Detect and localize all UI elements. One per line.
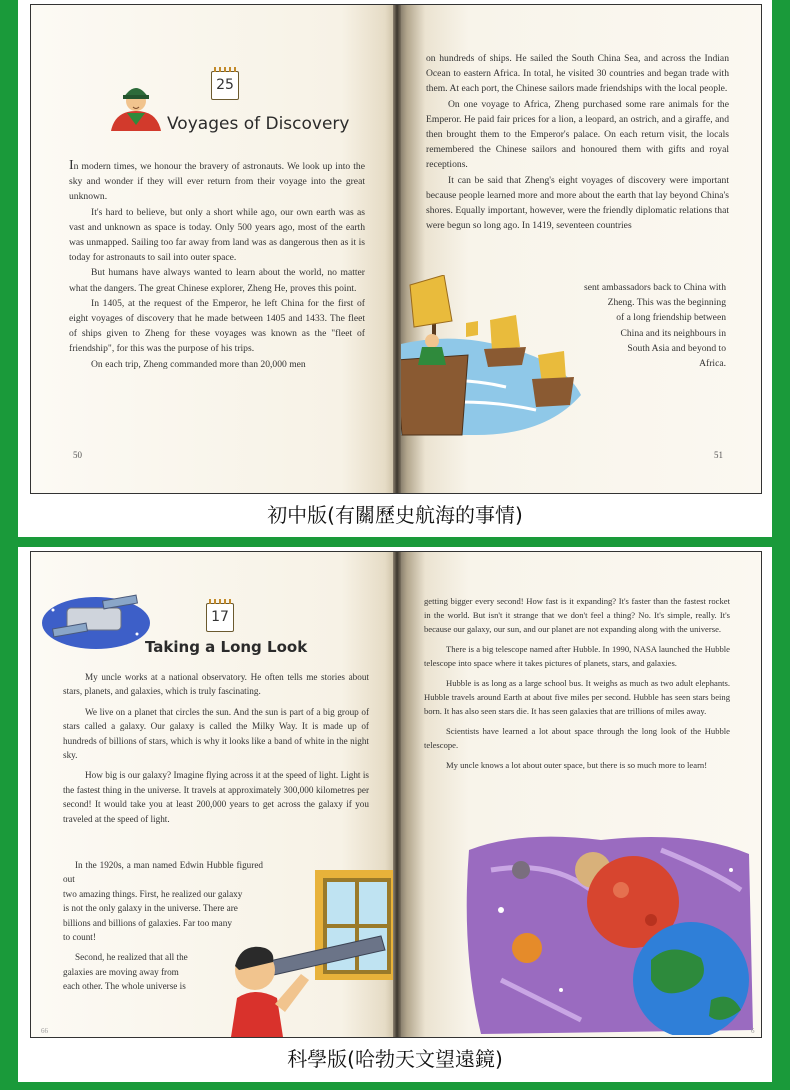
line: billions and billions of galaxies. Far too many	[63, 917, 232, 928]
open-book-history	[30, 4, 762, 494]
paragraph: My uncle knows a lot about outer space, but there is so much more to learn!	[446, 760, 708, 770]
line: of a long friendship between	[616, 312, 726, 324]
line: sent ambassadors back to China with	[583, 282, 726, 293]
drop-cap: I	[69, 158, 74, 173]
right-body-text	[426, 51, 729, 233]
chapter-title: Voyages of Discovery	[167, 114, 350, 134]
paragraph: In modern times, we honour the bravery of astronauts. We look up into the sky and wonder if they will ever return from their voyage into the great unknown.	[69, 158, 365, 203]
right-page	[396, 5, 761, 493]
paragraph: On one voyage to Africa, Zheng purchased some rare animals for the Emperor. He paid fair prices for a lion, a leopard, an ostrich, and a giraffe, and then brought them to the Emperor's palace. On each return visit, the locals remembered the Chinese sailors and honoured them with gifts and royal receptions.	[426, 98, 729, 171]
calendar-chapter-icon	[211, 71, 239, 100]
line: South Asia and beyond to	[627, 342, 726, 354]
line: Zheng. This was the beginning	[607, 297, 726, 309]
line: to count!	[63, 932, 96, 943]
paragraph: But humans have always wanted to learn about the world, no matter what the dangers. The great Chinese explorer, Zheng He, proves this point.	[69, 267, 365, 294]
page-number: 66	[41, 1027, 48, 1035]
left-body-text	[63, 670, 369, 826]
paragraph: Scientists have learned a lot about space through the long look of the Hubble telescope.	[424, 726, 730, 750]
paragraph: There is a big telescope named after Hubble. In 1990, NASA launched the Hubble telescope into space where it takes pictures of planets, stars, and galaxies.	[424, 644, 730, 668]
paragraph: Hubble is as long as a large school bus. It weighs as much as two adult elephants. Hubble travels around Earth at about five miles per second. Hubble has seen stars being born. It has also seen stars die. It has seen galaxies that are trillions of miles away.	[424, 678, 730, 716]
paragraph: On each trip, Zheng commanded more than 20,000 men	[91, 358, 306, 370]
page-number: 6	[751, 1027, 755, 1035]
chapter-number: 17	[211, 609, 229, 625]
paragraph: In 1405, at the request of the Emperor, he left China for the first of eight voyages of discovery that he made between 1405 and 1433. The fleet of ships given to Zheng for these voyages was known as the "fleet of friendship", for this was the purpose of his trips.	[69, 297, 365, 355]
left-page	[31, 5, 396, 493]
edition-caption: 科學版(哈勃天文望遠鏡)	[287, 1047, 503, 1071]
line: is not the only galaxy in the universe. There are	[63, 903, 238, 914]
calendar-chapter-icon	[206, 603, 234, 632]
edition-caption: 初中版(有關歷史航海的事情)	[267, 503, 523, 527]
book-gutter	[393, 552, 401, 1037]
chapter-number: 25	[216, 77, 234, 93]
open-book-science	[30, 551, 762, 1038]
boy-with-telescope-illustration	[231, 870, 396, 1037]
line: Africa.	[699, 358, 726, 370]
hubble-telescope-illustration	[41, 590, 151, 656]
right-body-text	[424, 594, 730, 772]
page-number: 51	[714, 450, 723, 460]
book-gutter	[393, 5, 401, 493]
paragraph: on hundreds of ships. He sailed the South China Sea, and across the Indian Ocean to eastern Africa. In total, he visited 30 countries and began trade with them. At each port, the Chinese sailors made friendships with the local people.	[426, 53, 729, 95]
paragraph: We live on a planet that circles the sun. And the sun is part of a big group of stars called a galaxy. Our galaxy is called the Milky Way. It is made up of hundreds of billions of stars, which is why it looks like a band of white in the night sky.	[63, 706, 369, 761]
line: two amazing things. First, he realized our galaxy	[63, 888, 243, 899]
line: Second, he realized that all the	[75, 952, 188, 963]
line: In the 1920s, a man named Edwin Hubble figured out	[63, 860, 263, 885]
line: galaxies are moving away from	[63, 966, 179, 977]
left-body-text	[69, 158, 365, 372]
right-page	[396, 552, 761, 1037]
paragraph: My uncle works at a national observatory. He often tells me stories about stars, planets, and galaxies, which is truly fascinating.	[63, 672, 369, 697]
zheng-he-portrait	[109, 81, 163, 133]
left-page	[31, 552, 396, 1037]
chapter-title: Taking a Long Look	[145, 638, 308, 656]
top-book-panel	[18, 0, 772, 537]
paragraph: getting bigger every second! How fast is it expanding? It's faster than the fastest rocket in the world. But isn't it strange that we don't feel a thing? No. It's simple, really. It's because our galaxy, our sun, and our planet are not expanding along with the universe.	[424, 596, 730, 634]
paragraph: It's hard to believe, but only a short while ago, our own earth was as vast and unknown as space is today. Only 500 years ago, most of the earth was unmapped. Sailing too far away from land was as dangerous then as it is today for astronauts to sail into outer space.	[69, 206, 365, 264]
planets-illustration	[461, 830, 756, 1035]
line: China and its neighbours in	[620, 327, 726, 339]
treasure-fleet-illustration	[396, 275, 586, 440]
page-number: 50	[73, 450, 82, 460]
paragraph: How big is our galaxy? Imagine flying across it at the speed of light. Light is the fastest thing in the universe. It travels at approximately 300,000 kilometres per second! It would take you at least 200,000 years to get across the galaxy if you traveled at the speed of light.	[63, 770, 369, 824]
line: each other. The whole universe is	[63, 981, 186, 992]
paragraph: It can be said that Zheng's eight voyages of discovery were important because people learned more and more about the earth that lay beyond China's shores. Equally important, however, were the friendly diplomatic relations that were begun so long ago. In 1419, seventeen countries	[426, 174, 729, 232]
bottom-book-panel	[18, 547, 772, 1082]
